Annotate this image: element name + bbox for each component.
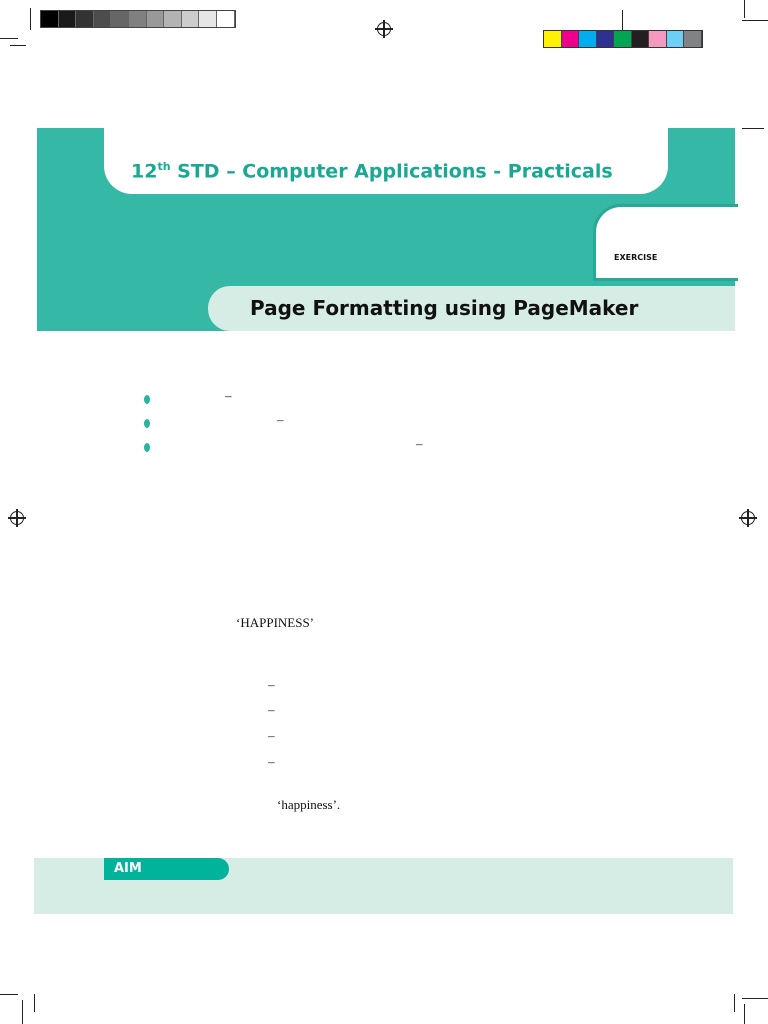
print-grey-scale-bar xyxy=(40,10,236,28)
page-title: Page Formatting using PageMaker xyxy=(250,296,639,320)
crop-mark xyxy=(22,1000,23,1024)
crop-mark xyxy=(742,998,768,999)
crop-mark xyxy=(742,128,764,129)
dash: – xyxy=(268,677,275,692)
quoted-word: ‘HAPPINESS’ xyxy=(236,615,315,630)
print-color-bar xyxy=(543,30,703,48)
bullet-icon xyxy=(144,419,150,428)
registration-mark-icon xyxy=(377,22,391,36)
crop-mark xyxy=(742,20,768,21)
color-swatch xyxy=(667,31,685,47)
aim-label: AIM xyxy=(114,861,142,876)
quoted-word-lower: ‘happiness’. xyxy=(277,797,341,812)
grey-swatch xyxy=(94,11,112,27)
grey-swatch xyxy=(182,11,200,27)
grey-swatch xyxy=(41,11,59,27)
dash: – xyxy=(268,702,275,717)
crop-mark xyxy=(34,994,35,1012)
crop-mark xyxy=(622,10,623,30)
exercise-box xyxy=(593,204,738,281)
crop-mark xyxy=(30,8,31,30)
grey-swatch xyxy=(59,11,77,27)
dash: – xyxy=(268,754,275,769)
crop-mark xyxy=(744,0,745,18)
crop-mark xyxy=(0,38,18,39)
grey-swatch xyxy=(199,11,217,27)
crop-mark xyxy=(734,994,735,1012)
bullet-icon xyxy=(144,395,150,404)
bullet-icon xyxy=(144,443,150,452)
color-swatch xyxy=(649,31,667,47)
dash: – xyxy=(225,388,232,403)
grey-swatch xyxy=(164,11,182,27)
color-swatch xyxy=(684,31,702,47)
color-swatch xyxy=(597,31,615,47)
crop-mark xyxy=(10,45,26,46)
registration-mark-icon xyxy=(741,511,755,525)
registration-mark-icon xyxy=(10,511,24,525)
color-swatch xyxy=(544,31,562,47)
color-swatch xyxy=(632,31,650,47)
grey-swatch xyxy=(76,11,94,27)
dash: – xyxy=(277,412,284,427)
crop-mark xyxy=(0,994,18,995)
color-swatch xyxy=(614,31,632,47)
crop-mark xyxy=(744,1004,745,1024)
grey-swatch xyxy=(147,11,165,27)
grey-swatch xyxy=(129,11,147,27)
dash: – xyxy=(268,728,275,743)
dash: – xyxy=(416,436,423,451)
color-swatch xyxy=(579,31,597,47)
grey-swatch xyxy=(217,11,235,27)
color-swatch xyxy=(562,31,580,47)
exercise-label: EXERCISE xyxy=(614,253,658,262)
book-title: 12th STD – Computer Applications - Practicals xyxy=(131,160,613,183)
grey-swatch xyxy=(111,11,129,27)
